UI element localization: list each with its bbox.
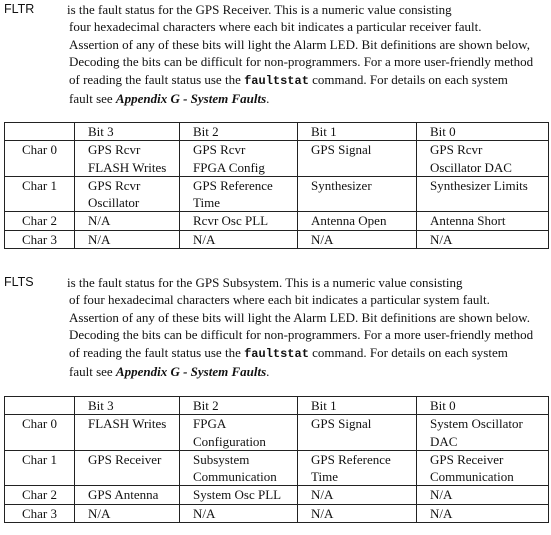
flts-appendix-reference: Appendix G - System Faults (115, 364, 267, 380)
bit-cell (298, 141, 417, 177)
cell-line: GPS Receiver (88, 451, 162, 467)
cell-line: GPS Rcvr (88, 142, 141, 158)
fltr-line-6: fault see Appendix G - System Faults. (69, 91, 270, 107)
bit-cell (298, 450, 417, 486)
cell-line: N/A (88, 213, 111, 229)
fltr-line-2: four hexadecimal characters where each bit indicates a particular receiver fault. (69, 19, 482, 35)
cell-line: DAC (430, 433, 458, 449)
cell-line: FLASH Writes (88, 416, 167, 432)
table-row (5, 141, 549, 177)
bit-cell (75, 450, 180, 486)
cell-line: System Osc PLL (193, 487, 282, 503)
bit-cell (75, 415, 180, 451)
bit-cell (298, 486, 417, 504)
flts-line-6: fault see Appendix G - System Faults. (69, 364, 270, 380)
column-header: Bit 0 (417, 123, 549, 141)
cell-line: N/A (311, 505, 334, 521)
bit-cell (298, 212, 417, 230)
row-label: Char 3 (5, 230, 75, 248)
cell-line: Subsystem (193, 451, 250, 467)
bit-cell (75, 486, 180, 504)
cell-line: N/A (311, 231, 334, 247)
cell-line: GPS Rcvr (88, 177, 141, 193)
cell-line: Time (193, 195, 220, 211)
table-corner-cell (5, 123, 75, 141)
bit-cell (180, 230, 298, 248)
cell-line: GPS Reference (193, 177, 273, 193)
cell-line: N/A (430, 231, 453, 247)
bit-cell (75, 176, 180, 212)
fltr-line-1: is the fault status for the GPS Receiver. This is a numeric value consisting (67, 2, 452, 17)
bit-cell (298, 504, 417, 522)
table-corner-cell (5, 397, 75, 415)
bit-cell (180, 141, 298, 177)
cell-line: Configuration (193, 433, 266, 449)
bit-cell (417, 486, 549, 504)
bit-cell (417, 415, 549, 451)
cell-line: N/A (193, 505, 216, 521)
row-label: Char 0 (5, 415, 75, 451)
cell-line: N/A (311, 487, 334, 503)
cell-line: Communication (430, 469, 514, 485)
row-label: Char 0 (5, 141, 75, 177)
column-header: Bit 0 (417, 397, 549, 415)
flts-line-2: of four hexadecimal characters where each bit indicates a particular system fault. (69, 292, 490, 308)
table-row (5, 230, 549, 248)
column-header: Bit 1 (298, 123, 417, 141)
column-header: Bit 3 (75, 397, 180, 415)
bit-cell (75, 212, 180, 230)
table-header-row (5, 397, 549, 415)
cell-line: Antenna Open (311, 213, 387, 229)
flts-line-1: is the fault status for the GPS Subsystem. This is a numeric value consisting (67, 275, 463, 290)
bit-cell (298, 176, 417, 212)
cell-line: FPGA Config (193, 159, 265, 175)
cell-line: System Oscillator (430, 416, 523, 432)
cell-line: GPS Signal (311, 142, 372, 158)
bit-cell (75, 230, 180, 248)
cell-line: Oscillator DAC (430, 159, 512, 175)
cell-line: GPS Reference (311, 451, 391, 467)
row-label: Char 2 (5, 212, 75, 230)
bit-cell (180, 486, 298, 504)
column-header: Bit 3 (75, 123, 180, 141)
bit-cell (417, 141, 549, 177)
cell-line: Synthesizer (311, 177, 372, 193)
table-row (5, 504, 549, 522)
flts-line-4: Decoding the bits can be difficult for non-programmers. For a more user-friendly method (69, 327, 534, 343)
bit-cell (180, 176, 298, 212)
row-label: Char 1 (5, 176, 75, 212)
cell-line: Antenna Short (430, 213, 506, 229)
column-header: Bit 2 (180, 397, 298, 415)
cell-line: GPS Receiver (430, 451, 504, 467)
cell-line: FLASH Writes (88, 159, 167, 175)
column-header: Bit 2 (180, 123, 298, 141)
row-label: Char 2 (5, 486, 75, 504)
flts-line-5: of reading the fault status use the faultstat command. For details on each system (69, 344, 508, 361)
cell-line: N/A (193, 231, 216, 247)
flts-description (69, 274, 551, 380)
table-header-row (5, 123, 549, 141)
fltr-description (69, 1, 551, 107)
cell-line: GPS Rcvr (430, 142, 483, 158)
table-row (5, 486, 549, 504)
fltr-appendix-reference: Appendix G - System Faults (115, 91, 267, 107)
fltr-line-5: of reading the fault status use the faultstat command. For details on each system (69, 71, 508, 88)
table-row (5, 176, 549, 212)
row-label: Char 1 (5, 450, 75, 486)
flts-term: FLTS (4, 275, 34, 289)
bit-cell (417, 212, 549, 230)
bit-cell (298, 415, 417, 451)
bit-cell (417, 176, 549, 212)
column-header: Bit 1 (298, 397, 417, 415)
cell-line: FPGA (193, 416, 227, 432)
cell-line: N/A (88, 231, 111, 247)
bit-cell (75, 504, 180, 522)
bit-cell (417, 450, 549, 486)
bit-cell (180, 450, 298, 486)
fltr-line-3: Assertion of any of these bits will light the Alarm LED. Bit definitions are shown below, (69, 36, 530, 52)
bit-cell (180, 415, 298, 451)
fltr-line-4: Decoding the bits can be difficult for non-programmers. For a more user-friendly method (69, 54, 534, 70)
cell-line: N/A (430, 487, 453, 503)
cell-line: GPS Antenna (88, 487, 159, 503)
flts-bit-table (4, 396, 549, 523)
table-row (5, 212, 549, 230)
bit-cell (417, 504, 549, 522)
flts-line-3: Assertion of any of these bits will light the Alarm LED. Bit definitions are shown below. (69, 309, 530, 325)
cell-line: GPS Signal (311, 416, 372, 432)
cell-line: Communication (193, 469, 277, 485)
bit-cell (180, 504, 298, 522)
cell-line: N/A (430, 505, 453, 521)
fltr-term: FLTR (4, 2, 35, 16)
cell-line: GPS Rcvr (193, 142, 246, 158)
fltr-faultstat-command: faultstat (244, 73, 309, 88)
cell-line: Time (311, 469, 338, 485)
cell-line: N/A (88, 505, 111, 521)
cell-line: Rcvr Osc PLL (193, 213, 269, 229)
bit-cell (180, 212, 298, 230)
row-label: Char 3 (5, 504, 75, 522)
bit-cell (417, 230, 549, 248)
table-row (5, 450, 549, 486)
table-row (5, 415, 549, 451)
fltr-bit-table (4, 122, 549, 249)
bit-cell (75, 141, 180, 177)
cell-line: Synthesizer Limits (430, 177, 528, 193)
flts-faultstat-command: faultstat (244, 346, 309, 361)
cell-line: Oscillator (88, 195, 140, 211)
bit-cell (298, 230, 417, 248)
